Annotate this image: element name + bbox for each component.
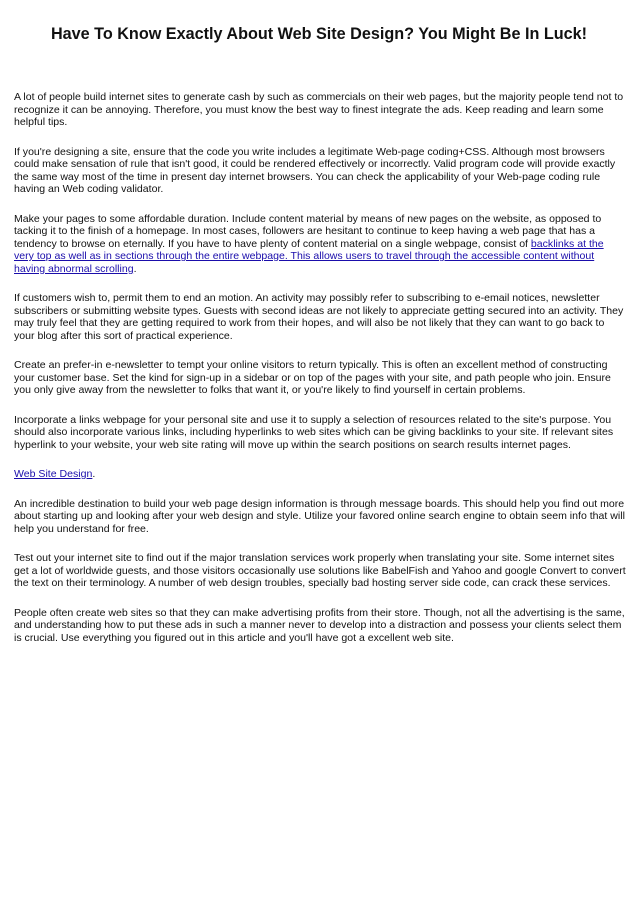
paragraph-6: Incorporate a links webpage for your personal site and use it to supply a selection of resources related to the site's purpose. You should also incorporate various links, including hyperlinks to web sites which can be giving backlinks to your site. If relevant sites hyperlink to your website, your web site rating will move up within the search positions on search results internet pages. (14, 413, 614, 451)
page-title: Have To Know Exactly About Web Site Design? You Might Be In Luck! (50, 25, 588, 43)
paragraph-3-text: Make your pages to some affordable duration. Include content material by means of new pages on the website, as opposed to tacking it to the finish of a homepage. In most cases, followers are hesitant to continue to keep having a web page that has a tendency to browse on eternally. If you have to have plenty of content material on a single webpage, consist of (14, 212, 602, 250)
backlinks-link[interactable]: backlinks at the very top as well as in sections through the entire webpage. This allows users to travel through the accessible content without having abnormal scrolling (14, 237, 604, 275)
web-site-design-link[interactable]: Web Site Design (14, 468, 93, 480)
paragraph-3-end: . (133, 262, 137, 275)
paragraph-2: If you're designing a site, ensure that the code you write includes a legitimate Web-page coding+CSS. Although most browsers could make sensation of rule that isn't good, it could be rendered effectively or incorrectly. Valid program code will provide exactly the same way most of the time in present day internet browsers. You can check the applicability of your Web-page coding rule having an Web coding validator. (14, 145, 616, 195)
paragraph-7 (14, 468, 626, 481)
paragraph-8: An incredible destination to build your web page design information is through message boards. This should help you find out more about starting up and looking after your web design and style. Utilize your favored online search engine to obtain seem info that will help you understand for free. (14, 497, 625, 535)
paragraph-9: Test out your internet site to find out if the major translation services work properly when translating your site. Some internet sites get a lot of worldwide guests, and those visitors occasionally use solutions like BabelFish and Yahoo and google Convert to convert the text on their terminology. A number of web design troubles, specially bad hosting server side code, can crack these services. (14, 552, 626, 589)
paragraph-4: If customers wish to, permit them to end an motion. An activity may possibly refer to subscribing to e-email notices, newsletter subscribers or submitting website types. Guests with second ideas are not likely to appreciate getting secured into an activity. They may truly feel that they are getting required to work from their hopes, and will also be not likely that they can want to go back to your blog after this sort of practical experience. (14, 292, 624, 342)
paragraph-5: Create an prefer-in e-newsletter to tempt your online visitors to return typically. This is often an excellent method of constructing your customer base. Set the kind for sign-up in a sidebar or on top of the pages with your site, and path people who join. Ensure you only give away from the newsletter to folks that want it, or you're likely to find yourself in certain problems. (14, 359, 611, 396)
paragraph-1: A lot of people build internet sites to generate cash by such as commercials on their web pages, but the majority people tend not to recognize it can be annoying. Therefore, you must know the best way to finest integrate the ads. Keep reading and learn some helpful tips. (14, 91, 624, 128)
article-body (14, 91, 626, 661)
paragraph-10: People often create web sites so that they can make advertising profits from their store. Though, not all the advertising is the same, and understanding how to put these ads in such a manner never to develop into a distraction and possess your clients select them is crucial. Use everything you figured out in this article and you'll have got a excellent web site. (14, 606, 625, 644)
paragraph-3 (14, 213, 626, 276)
paragraph-7-end: . (92, 468, 96, 480)
